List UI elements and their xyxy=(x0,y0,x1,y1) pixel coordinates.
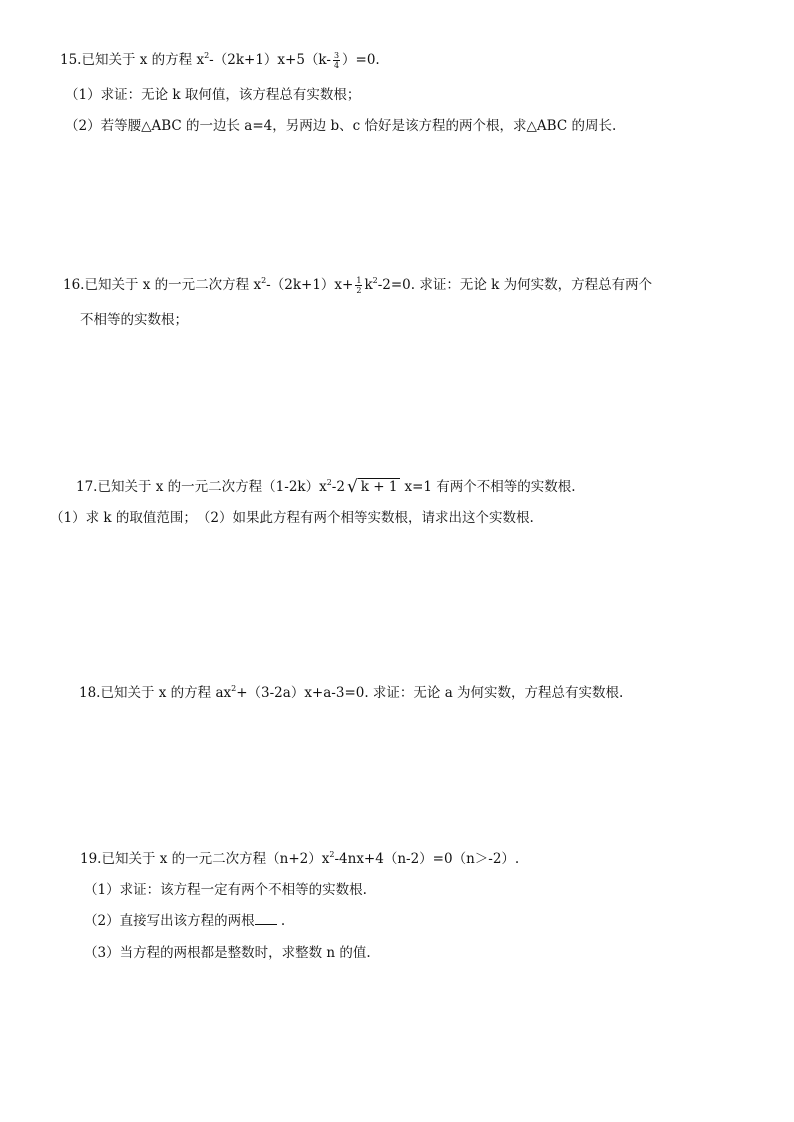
q15-part1: （1）求证：无论 k 取何值，该方程总有实数根； xyxy=(65,87,361,103)
q15-fraction: $\frac{3}{4}$ xyxy=(333,51,340,70)
q16-fraction: $\frac{1}{2}$ xyxy=(356,276,362,295)
q17-sqrt: √ k + 1 xyxy=(347,477,401,497)
q16-continuation: 不相等的实数根； xyxy=(80,312,188,328)
q16-stem: 16.已知关于 x 的一元二次方程 $x^2-(2k+1)x+$ $\frac{1}{2}$ $k^2-2=0$. 求证：无论 k 为何实数，方程总有两个 xyxy=(63,276,653,295)
radical-sign-icon: √ xyxy=(346,477,358,497)
q19-part1: （1）求证：该方程一定有两个不相等的实数根. xyxy=(84,882,367,898)
q15-stem: 15.已知关于 x 的方程 $x^2-(2k+1)x+5(k-$ $\frac{3}{4}$ ）=0. xyxy=(60,51,380,70)
q19-stem: 19.已知关于 x 的一元二次方程$(n+2)x^2-4nx+4(n-2)=0(n>-2)$. xyxy=(80,850,520,867)
q18-stem: 18.已知关于 x 的方程 $ax^2+(3-2a)x+a-3=0$. 求证：无论 a 为何实数，方程总有实数根. xyxy=(79,684,624,701)
q19-part3: （3）当方程的两根都是整数时，求整数 n 的值. xyxy=(84,945,371,961)
q19-part2: （2）直接写出该方程的两根 . xyxy=(84,913,286,929)
q17-stem: 17.已知关于 x 的一元二次方程$(1-2k)x^2-2$ √ k + 1 x=1 有两个不相等的实数根. xyxy=(76,477,576,497)
q15-part2: （2）若等腰△ABC 的一边长 a=4，另两边 b、c 恰好是该方程的两个根，求△ABC 的周长. xyxy=(65,118,617,134)
q17-parts: （1）求 k 的取值范围； （2）如果此方程有两个相等实数根，请求出这个实数根. xyxy=(50,510,534,526)
answer-blank[interactable] xyxy=(255,912,277,925)
